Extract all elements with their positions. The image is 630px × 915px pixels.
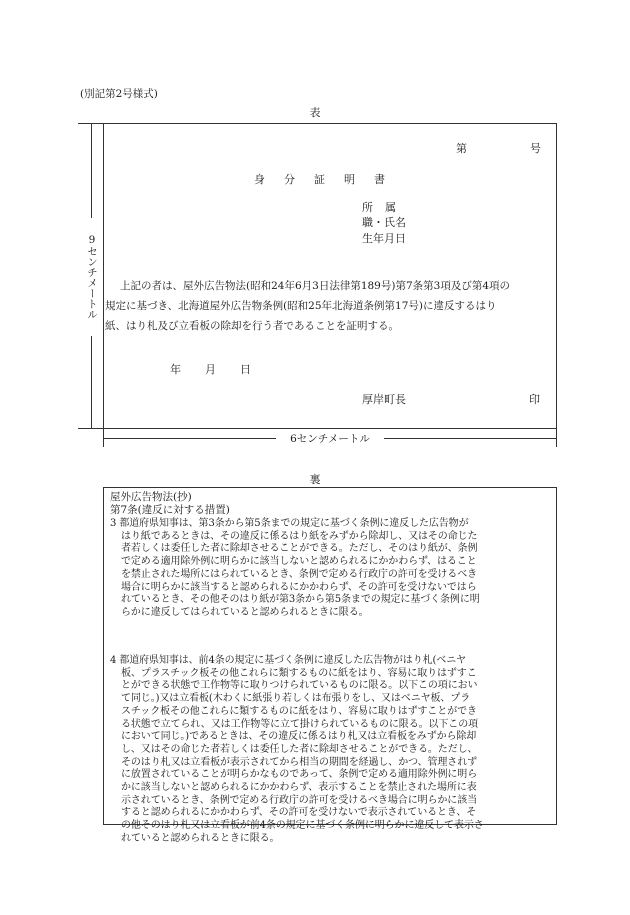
front-heading: 表 <box>309 106 321 119</box>
paragraph-line: 場合に明らかに該当すると認められるにかかわらず、その許可を受けないではら <box>121 581 477 593</box>
issuer-name: 厚岸町長 <box>362 393 406 406</box>
number-prefix: 第 <box>456 142 467 155</box>
date-year: 年 <box>170 363 181 376</box>
certification-line: 上記の者は、屋外広告物法(昭和24年6月3日法律第189号)第7条第3項及び第4項の <box>120 280 510 292</box>
paragraph-3 <box>110 518 552 620</box>
paragraph-line: れていると認められるときに限る。 <box>121 832 280 844</box>
paragraph-line: 板、プラスチック板その他これらに類するものに紙をはり、容易に取りはずすこ <box>121 667 477 679</box>
form-label: (別記第2号様式) <box>80 88 158 100</box>
paragraph-line: そのはり札又は立看板が表示されてから相当の期間を経過し、かつ、管理されず <box>121 756 477 768</box>
paragraph-line: において同じ。)であるときは、その違反に係るはり札又は立看板をみずから除却 <box>121 731 477 743</box>
paragraph-line: 示されているとき、条例で定める行政庁の許可を受けるべき場合に明らかに該当 <box>121 794 477 806</box>
paragraph-line: スチック板その他これらに類するものに紙をはり、容易に取りはずすことができ <box>121 705 477 717</box>
paragraph-4 <box>110 655 552 846</box>
label-name: 職・氏名 <box>362 216 406 229</box>
paragraph-line: 4 都道府県知事は、前4条の規定に基づく条例に違反した広告物がはり札(ベニヤ <box>110 655 467 666</box>
certification-text <box>105 276 548 336</box>
paragraph-line: て同じ。)又は立看板(木わくに紙張り若しくは布張りをし、又はベニヤ板、プラ <box>121 693 471 705</box>
vertical-dimension-line-top <box>91 124 92 218</box>
paragraph-line: の他そのはり札又は立看板が前4条の規定に基づく条例に明らかに違反して表示さ <box>121 820 484 832</box>
back-heading: 裏 <box>309 473 321 486</box>
paragraph-line: はり紙であるときは、その違反に係るはり紙をみずから除却し、又はその命じた <box>121 530 478 542</box>
label-birthdate: 生年月日 <box>362 232 406 245</box>
paragraph-line: らかに違反してはられていると認められるときに限る。 <box>121 606 369 618</box>
date-month: 月 <box>205 363 216 376</box>
date-day: 日 <box>240 363 251 376</box>
horizontal-dimension-label: 6センチメートル <box>290 433 370 445</box>
law-title: 屋外広告物法(抄) <box>110 491 192 503</box>
number-suffix: 号 <box>530 142 541 155</box>
vertical-dimension-label: 9センチメートル <box>86 234 98 320</box>
certification-line: 紙、はり札及び立看板の除却を行う者であることを証明する。 <box>105 320 399 332</box>
card-title: 身分証明書 <box>254 173 404 186</box>
paragraph-line: 3 都道府県知事は、第3条から第5条までの規定に基づく条例に違反した広告物が <box>110 518 469 529</box>
paragraph-line: れているとき、その他そのはり紙が第3条から第5条までの規定に基づく条例に明 <box>121 594 480 606</box>
paragraph-line: 者若しくは委任した者に除却させることができる。ただし、そのはり紙が、条例 <box>121 543 478 555</box>
horizontal-dimension-line-right <box>384 438 556 439</box>
vertical-dimension-line-bottom <box>91 336 92 428</box>
paragraph-line: を禁止された場所にはられているとき、条例で定める行政庁の許可を受けるべき <box>121 568 477 580</box>
paragraph-line: る状態で立てられ、又は工作物等に立て掛けられているものに限る。以下この項 <box>121 718 478 730</box>
dimension-tick-right <box>556 429 557 447</box>
label-affiliation: 所属 <box>362 201 408 214</box>
article-title: 第7条(違反に対する措置) <box>110 504 230 516</box>
paragraph-line: に放置されていることが明らかなものであって、条例で定める適用除外例に明ら <box>121 769 478 781</box>
paragraph-line: すると認められるにかかわらず、その許可を受けないで表示されているとき、そ <box>121 807 477 819</box>
seal-mark: 印 <box>529 393 540 406</box>
paragraph-line: し、又はその命じた者若しくは委任した者に除却させることができる。ただし、 <box>121 743 478 755</box>
horizontal-dimension-line-left <box>104 438 276 439</box>
paragraph-line: かに該当しないと認められるにかかわらず、表示することを禁止された場所に表 <box>121 782 477 794</box>
dimension-extension-bottom <box>78 428 104 429</box>
paragraph-line: とができる状態で工作物等に取りつけられているものに限る。以下この項におい <box>121 680 478 692</box>
paragraph-line: で定める適用除外例に明らかに該当しないと認められるにかかわらず、はること <box>121 556 477 568</box>
certification-line: 規定に基づき、北海道屋外広告物条例(昭和25年北海道条例第17号)に違反するはり <box>105 300 497 312</box>
